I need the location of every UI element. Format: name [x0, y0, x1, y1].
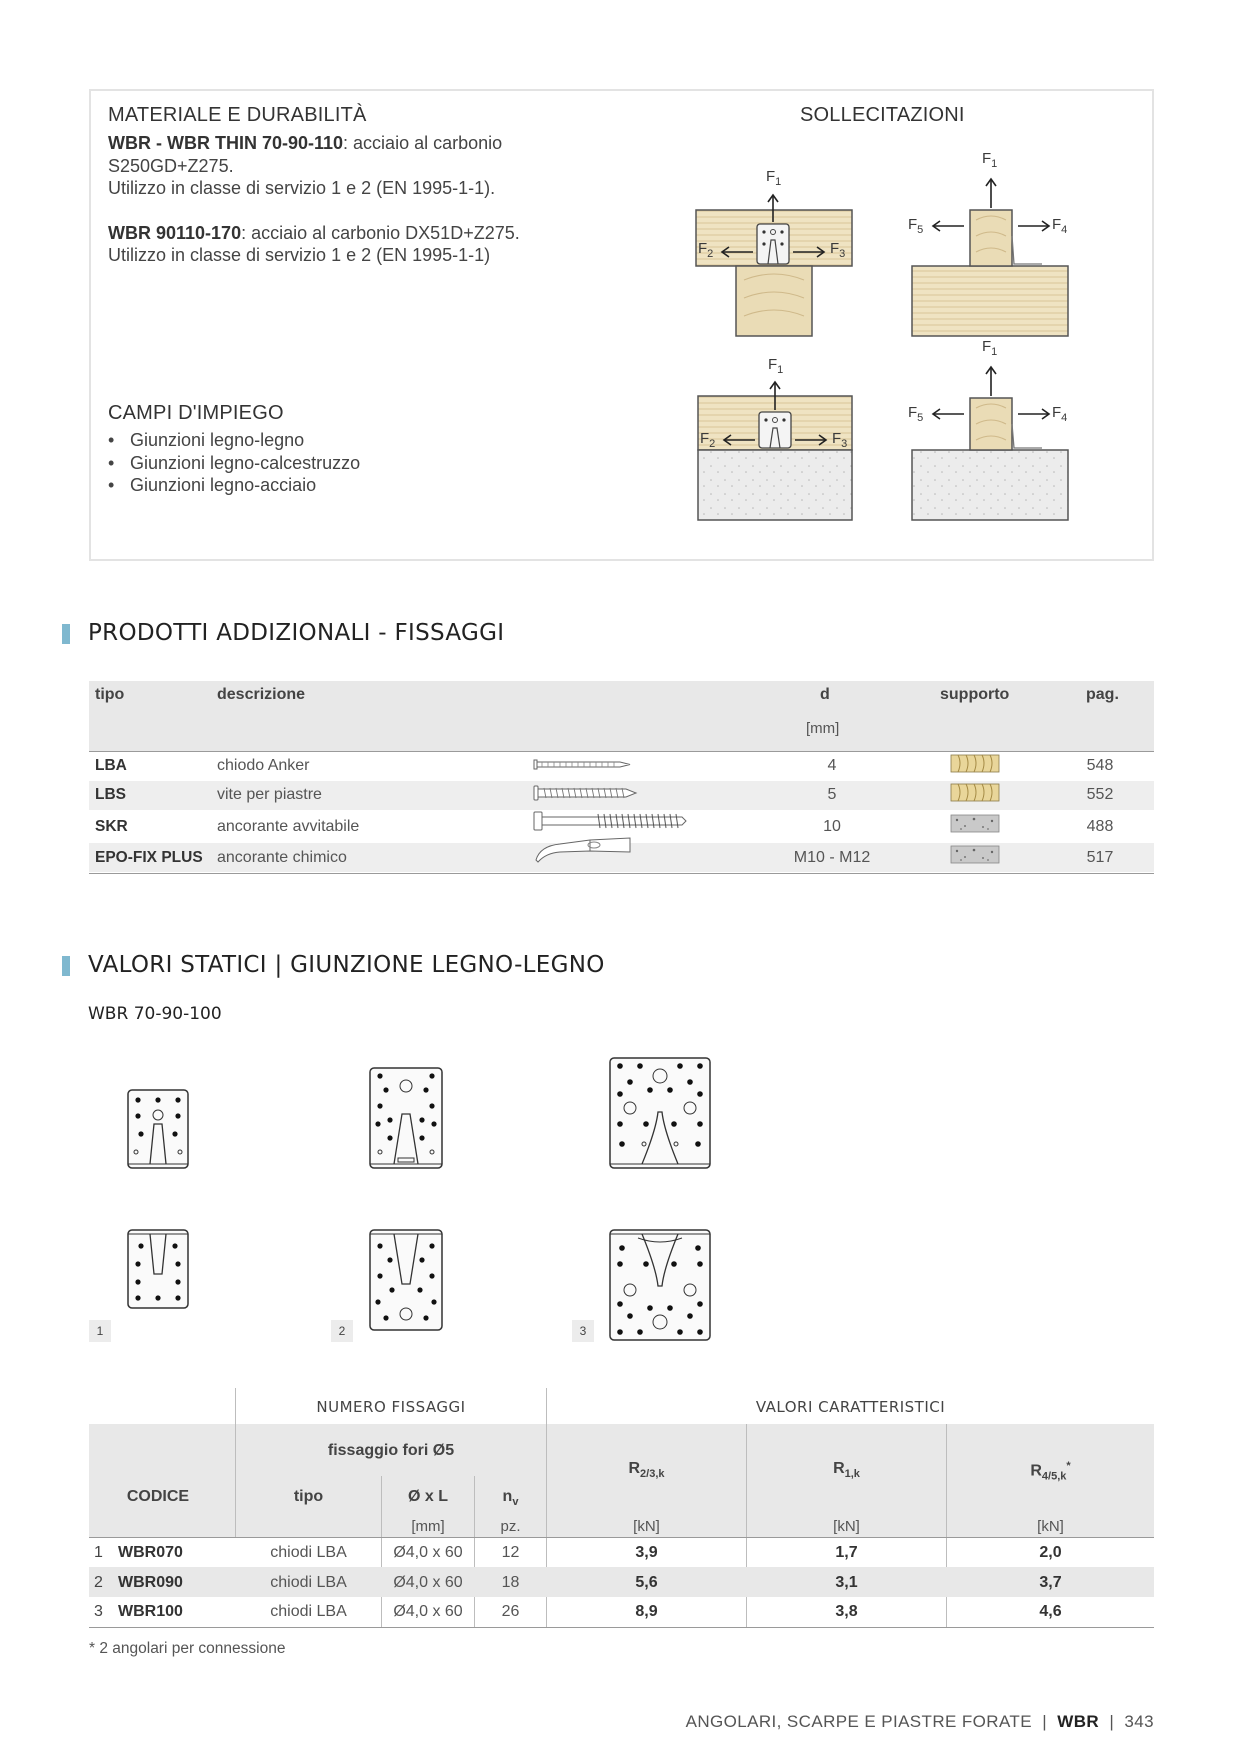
screw-icon — [534, 786, 636, 800]
list-item: • Giunzioni legno-acciaio — [108, 474, 360, 497]
divider — [89, 873, 1154, 874]
materials-title: MATERIALE E DURABILITÀ — [108, 104, 367, 126]
col-codice: CODICE — [126, 1488, 190, 1505]
col-d-unit: [mm] — [806, 720, 840, 737]
divider — [89, 1627, 1154, 1628]
table-row: SKR — [95, 818, 128, 835]
uses-list — [108, 429, 360, 497]
stress-diagram-wood-wood-b — [912, 179, 1068, 336]
col-tipo: tipo — [95, 686, 125, 703]
list-item: • Giunzioni legno-legno — [108, 429, 360, 452]
holes-header: fissaggio fori Ø5 — [327, 1442, 455, 1459]
stress-diagram-wood-concrete-b — [912, 367, 1068, 520]
force-label: $F_1$ — [768, 356, 784, 376]
unit-mm: [mm] — [411, 1518, 445, 1535]
col-descrizione: descrizione — [217, 686, 306, 703]
col-supporto: supporto — [940, 686, 1010, 703]
materials-product-2: WBR 90110-170 — [108, 222, 242, 243]
col-dxl: Ø x L — [407, 1488, 448, 1505]
footer-section: ANGOLARI, SCARPE E PIASTRE FORATE — [685, 1712, 1032, 1731]
page-footer: ANGOLARI, SCARPE E PIASTRE FORATE | WBR | 343 — [685, 1712, 1154, 1731]
bracket-1-front — [128, 1090, 188, 1168]
list-item: • Giunzioni legno-calcestruzzo — [108, 452, 360, 475]
bracket-3-front — [610, 1058, 710, 1168]
fastener-icons — [530, 752, 700, 872]
materials-text: WBR - WBR THIN 70-90-110: acciaio al carbonio S250GD+Z275. Utilizzo in classe di servizio 1 e 2 (EN 1995-1-1). WBR 90110-170: acciaio al carbonio DX51D+Z275. Utilizzo in classe di servizio 1 e 2 (EN 1995-1-1) — [108, 133, 520, 265]
bracket-drawings — [110, 1050, 730, 1350]
figure-label: 2 — [331, 1320, 353, 1342]
anchor-screw-icon — [534, 812, 686, 830]
force-label: $F_1$ — [766, 168, 782, 188]
stress-title: SOLLECITAZIONI — [800, 104, 965, 126]
stress-diagrams — [680, 140, 1080, 540]
col-d: d — [820, 686, 830, 703]
page-number: 343 — [1124, 1712, 1154, 1731]
force-label: $F_2$ — [698, 240, 714, 260]
force-label: $F_4$ — [1052, 404, 1068, 424]
col-n: $n_v$ — [502, 1488, 519, 1509]
col-tipo: tipo — [293, 1488, 324, 1505]
stress-diagram-wood-wood-a — [696, 195, 852, 336]
footnote: * 2 angolari per connessione — [89, 1640, 286, 1657]
section-marker — [62, 956, 70, 976]
concrete-support-icon — [951, 815, 999, 832]
force-label: $F_5$ — [908, 216, 924, 236]
col-r23: $R_{2/3,k}$ — [628, 1460, 665, 1481]
footer-product: WBR — [1057, 1712, 1100, 1731]
table-row: 3 — [94, 1603, 103, 1620]
unit-pz: pz. — [500, 1518, 521, 1535]
uses-title: CAMPI D'IMPIEGO — [108, 402, 284, 424]
bracket-3-top — [610, 1230, 710, 1340]
force-label: $F_3$ — [830, 240, 846, 260]
unit-kn: [kN] — [633, 1518, 660, 1535]
static-subtitle: WBR 70-90-100 — [88, 1004, 222, 1024]
support-swatches — [950, 752, 1002, 872]
wood-support-icon — [951, 755, 999, 772]
table-row: 1 — [94, 1544, 103, 1561]
bracket-2-front — [370, 1068, 442, 1168]
group-fixings: NUMERO FISSAGGI — [316, 1398, 466, 1416]
table-row: LBS — [95, 786, 126, 803]
figure-label: 1 — [89, 1320, 111, 1342]
figure-label: 3 — [572, 1320, 594, 1342]
force-label: $F_2$ — [700, 430, 716, 450]
section-marker — [62, 624, 70, 644]
table-row: LBA — [95, 757, 127, 774]
chemical-anchor-icon — [536, 838, 630, 862]
divider — [89, 1537, 1154, 1538]
col-r45: $R_{4/5,k}^*$ — [1030, 1460, 1071, 1483]
group-values: VALORI CARATTERISTICI — [755, 1398, 946, 1416]
materials-product-1: WBR - WBR THIN 70-90-110 — [108, 133, 344, 153]
table-row: 2 — [94, 1574, 103, 1591]
col-r1: $R_{1,k}$ — [833, 1460, 860, 1481]
unit-kn: [kN] — [833, 1518, 860, 1535]
stress-diagram-wood-concrete-a — [698, 382, 852, 520]
concrete-support-icon — [951, 846, 999, 863]
wood-support-icon — [951, 784, 999, 801]
unit-kn: [kN] — [1037, 1518, 1064, 1535]
bracket-1-top — [128, 1230, 188, 1308]
bracket-2-top — [370, 1230, 442, 1330]
col-pag: pag. — [1086, 686, 1119, 703]
nail-icon — [534, 760, 630, 769]
force-label: $F_5$ — [908, 404, 924, 424]
force-label: $F_1$ — [982, 338, 998, 358]
force-label: $F_4$ — [1052, 216, 1068, 236]
force-label: $F_3$ — [832, 430, 848, 450]
force-label: $F_1$ — [982, 150, 998, 170]
fixings-title: PRODOTTI ADDIZIONALI - FISSAGGI — [88, 620, 505, 646]
static-title: VALORI STATICI | GIUNZIONE LEGNO-LEGNO — [88, 952, 605, 978]
table-row: EPO-FIX PLUS — [95, 849, 203, 866]
